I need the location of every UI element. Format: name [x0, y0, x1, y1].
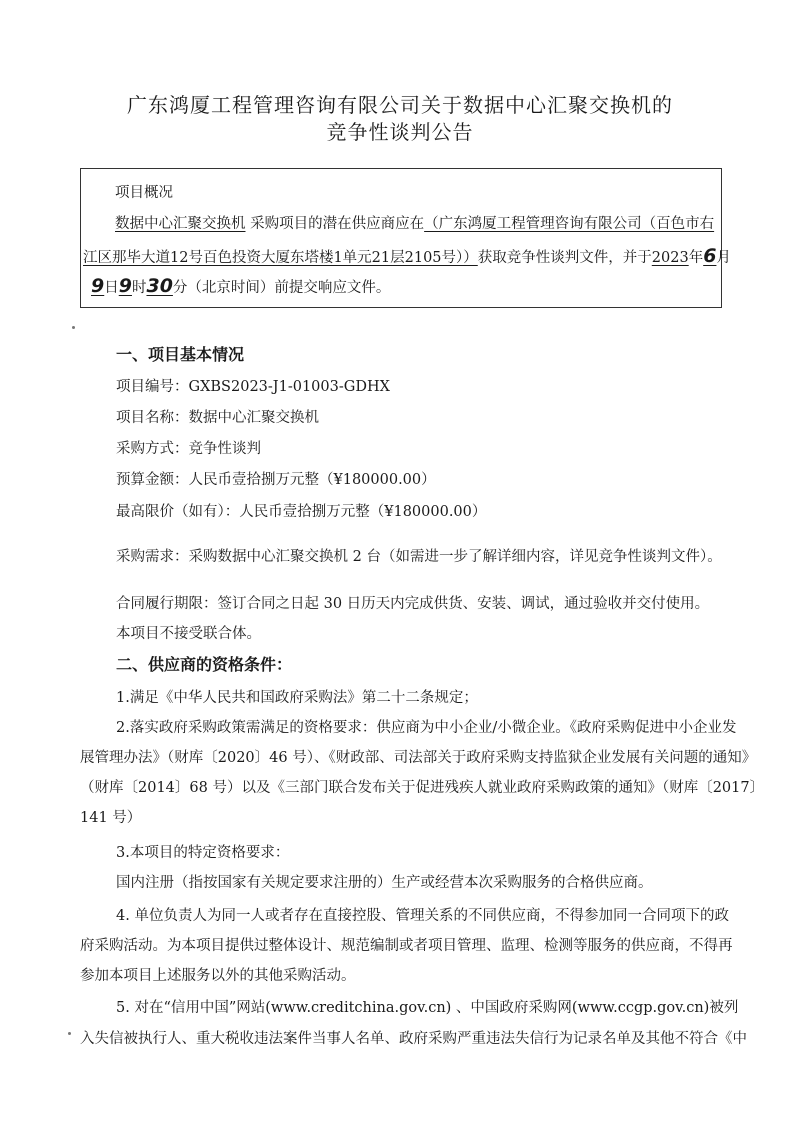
overview-project-name: 数据中心汇聚交换机	[115, 216, 246, 232]
procurement-demand: 采购需求：采购数据中心汇聚交换机 2 台（如需进一步了解详细内容，详见竞争性谈判文件）。	[116, 549, 722, 565]
overview-tail: （北京时间）前提交响应文件。	[187, 280, 391, 296]
overview-heading: 项目概况	[115, 185, 173, 201]
consortium-note: 本项目不接受联合体。	[116, 626, 261, 642]
qualification-item-3-detail: 国内注册（指按国家有关规定要求注册的）生产或经营本次采购服务的合格供应商。	[116, 875, 653, 891]
scan-speck	[68, 1032, 71, 1035]
qualification-item-2-line-3: （财库〔2014〕68 号）以及《三部门联合发布关于促进残疾人就业政府采购政策的通知》（财库〔2017〕	[80, 780, 765, 796]
qualification-item-2-line-2: 展管理办法》（财库〔2020〕46 号）、《财政部、司法部关于政府采购支持监狱企业发展有关问题的通知》	[80, 750, 757, 766]
overview-location-b: 江区那毕大道12号百色投资大厦东塔楼1单元21层2105号））	[83, 250, 478, 266]
project-number: 项目编号：GXBS2023-J1-01003-GDHX	[116, 379, 390, 395]
qualification-item-5-line-2: 入失信被执行人、重大税收违法案件当事人名单、政府采购严重违法失信行为记录名单及其他不符合《中	[80, 1031, 747, 1047]
max-price: 最高限价（如有）：人民币壹拾捌万元整（¥180000.00）	[116, 504, 487, 520]
qualification-item-4-line-1: 4. 单位负责人为同一人或者存在直接控股、管理关系的不同供应商，不得参加同一合同项下的政	[116, 908, 729, 924]
overview-text-b: 获取竞争性谈判文件，并于	[477, 250, 652, 266]
overview-hour: 9	[118, 275, 132, 297]
title-line-2: 竞争性谈判公告	[326, 120, 474, 144]
project-name: 项目名称：数据中心汇聚交换机	[116, 410, 319, 426]
overview-minute-suffix: 分	[172, 280, 188, 296]
overview-year-suffix: 年	[688, 250, 704, 266]
overview-day-suffix: 日	[104, 280, 119, 296]
overview-month: 6	[703, 245, 717, 267]
procurement-method: 采购方式：竞争性谈判	[116, 441, 261, 457]
section1-heading: 一、项目基本情况	[116, 345, 245, 364]
budget-amount: 预算金额：人民币壹拾捌万元整（¥180000.00）	[116, 472, 436, 488]
qualification-item-4-line-3: 参加本项目上述服务以外的其他采购活动。	[80, 968, 356, 984]
overview-day: 9	[91, 275, 105, 297]
overview-hour-suffix: 时	[131, 280, 147, 296]
qualification-item-1: 1.满足《中华人民共和国政府采购法》第二十二条规定；	[116, 690, 478, 706]
overview-text-a: 采购项目的潜在供应商应在	[250, 216, 425, 232]
contract-period: 合同履行期限：签订合同之日起 30 日历天内完成供货、安装、调试，通过验收并交付使用。	[116, 596, 710, 612]
section2-heading: 二、供应商的资格条件：	[116, 655, 293, 674]
overview-line-2	[83, 245, 731, 267]
overview-location-a: （广东鸿厦工程管理咨询有限公司（百色市右	[424, 216, 715, 232]
scan-speck	[72, 326, 75, 329]
title-line-1: 广东鸿厦工程管理咨询有限公司关于数据中心汇聚交换机的	[127, 93, 673, 117]
qualification-item-3: 3.本项目的特定资格要求：	[116, 845, 290, 861]
qualification-item-5-line-1: 5. 对在“信用中国”网站(www.creditchina.gov.cn) 、中国政府采购网(www.ccgp.gov.cn)被列	[116, 1000, 739, 1016]
qualification-item-2-line-1: 2.落实政府采购政策需满足的资格要求：供应商为中小企业/小微企业。《政府采购促进中小企业发	[116, 720, 737, 736]
qualification-item-4-line-2: 府采购活动。为本项目提供过整体设计、规范编制或者项目管理、监理、检测等服务的供应商，不得再	[80, 938, 733, 954]
overview-minute: 30	[146, 275, 173, 297]
qualification-item-2-line-4: 141 号）	[80, 810, 142, 826]
overview-month-suffix: 月	[716, 250, 731, 266]
overview-line-1	[115, 212, 714, 233]
overview-line-3	[91, 275, 390, 297]
project-overview-box	[80, 168, 731, 308]
overview-year: 2023	[651, 250, 689, 266]
